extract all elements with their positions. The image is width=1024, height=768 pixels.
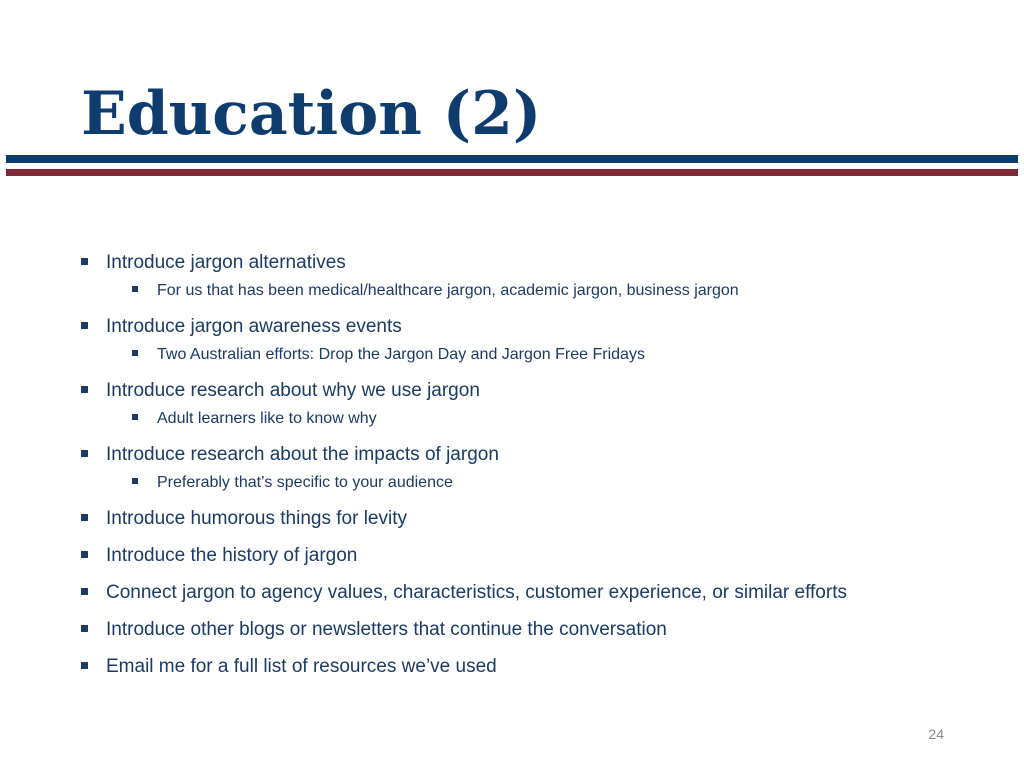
- bullet-text: Introduce jargon awareness events: [106, 316, 402, 337]
- square-bullet-icon: [81, 662, 88, 669]
- sub-bullet-text: Preferably that’s specific to your audience: [157, 474, 453, 491]
- bullet-item-humorous: [0, 506, 1000, 532]
- sub-bullet-item: [0, 343, 1000, 366]
- slide-number: 24: [928, 726, 944, 742]
- slide-title: Education (2): [81, 79, 542, 149]
- bullet-text: Introduce humorous things for levity: [106, 508, 407, 529]
- title-divider-red: [6, 169, 1018, 176]
- bullet-text: Introduce other blogs or newsletters that continue the conversation: [106, 619, 667, 640]
- bullet-item-awareness-events: [0, 314, 1000, 340]
- square-bullet-icon: [81, 322, 88, 329]
- square-bullet-icon: [132, 350, 138, 356]
- square-bullet-icon: [81, 386, 88, 393]
- square-bullet-icon: [81, 514, 88, 521]
- bullet-text: Introduce the history of jargon: [106, 545, 358, 566]
- bullet-item-jargon-alternatives: [0, 250, 1000, 276]
- bullet-item-email: [0, 654, 1000, 680]
- square-bullet-icon: [132, 286, 138, 292]
- bullet-text: Introduce research about the impacts of jargon: [106, 444, 499, 465]
- bullet-text: Introduce research about why we use jargon: [106, 380, 480, 401]
- bullet-list: [0, 250, 1000, 691]
- sub-bullet-text: Two Australian efforts: Drop the Jargon Day and Jargon Free Fridays: [157, 346, 645, 363]
- title-divider-blue: [6, 155, 1018, 163]
- sub-bullet-item: [0, 407, 1000, 430]
- sub-bullet-item: [0, 279, 1000, 302]
- bullet-item-research-why: [0, 378, 1000, 404]
- bullet-text: Connect jargon to agency values, characteristics, customer experience, or similar efforts: [106, 582, 847, 603]
- square-bullet-icon: [81, 258, 88, 265]
- bullet-item-history: [0, 543, 1000, 569]
- square-bullet-icon: [81, 625, 88, 632]
- bullet-item-blogs-newsletters: [0, 617, 1000, 643]
- square-bullet-icon: [81, 588, 88, 595]
- sub-bullet-text: Adult learners like to know why: [157, 410, 377, 427]
- bullet-text: Introduce jargon alternatives: [106, 252, 346, 273]
- bullet-item-agency-values: [0, 580, 1000, 606]
- bullet-item-research-impacts: [0, 442, 1000, 468]
- square-bullet-icon: [132, 414, 138, 420]
- square-bullet-icon: [81, 450, 88, 457]
- square-bullet-icon: [132, 478, 138, 484]
- square-bullet-icon: [81, 551, 88, 558]
- sub-bullet-text: For us that has been medical/healthcare jargon, academic jargon, business jargon: [157, 282, 739, 299]
- bullet-text: Email me for a full list of resources we’ve used: [106, 656, 497, 677]
- sub-bullet-item: [0, 471, 1000, 494]
